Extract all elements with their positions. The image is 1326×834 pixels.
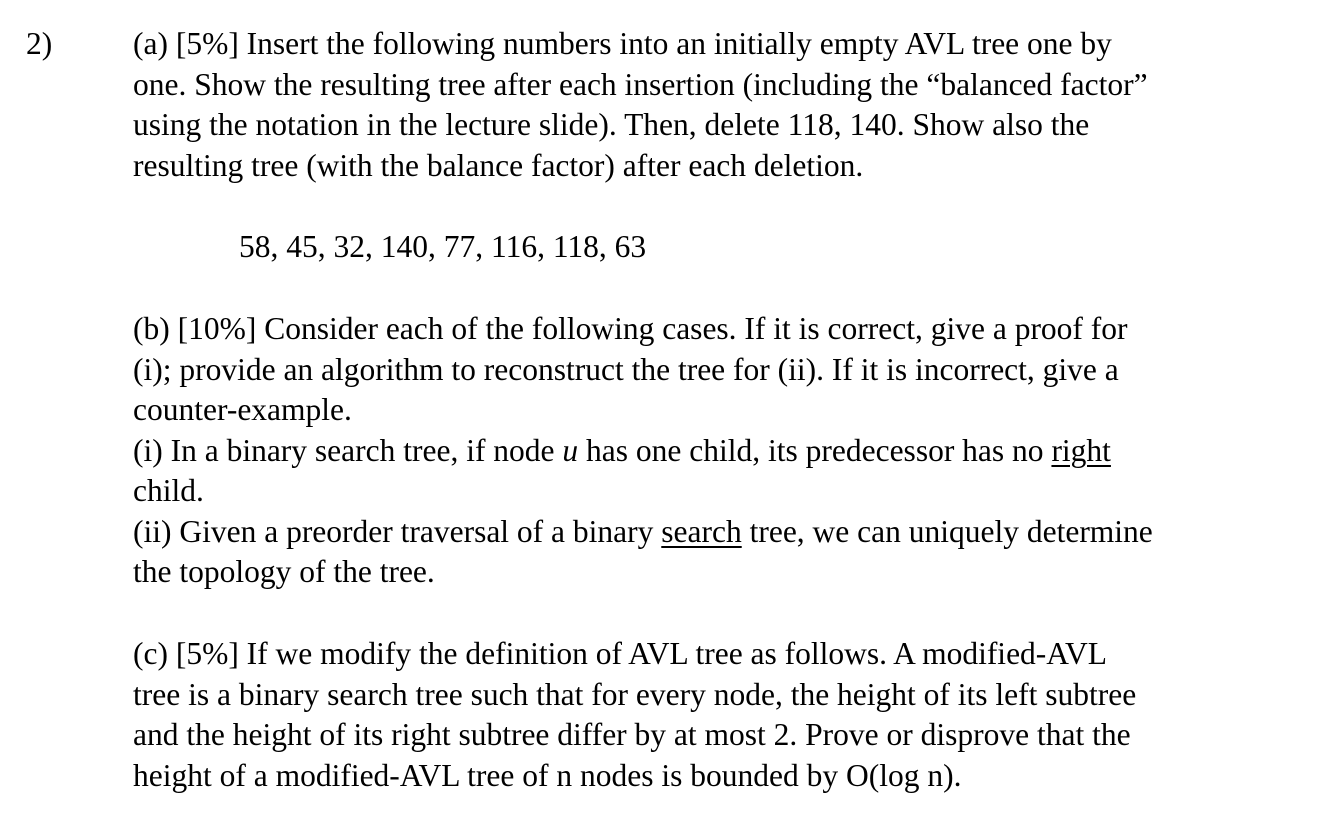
part-b	[133, 309, 1303, 593]
part-c	[133, 634, 1303, 796]
part-b-line: counter-example.	[133, 392, 352, 427]
part-a-line: (a) [5%] Insert the following numbers into an initially empty AVL tree one by	[133, 26, 1112, 61]
insertion-sequence: 58, 45, 32, 140, 77, 116, 118, 63	[239, 229, 647, 264]
part-b-line: (b) [10%] Consider each of the following cases. If it is correct, give a proof for	[133, 311, 1128, 346]
part-c-line: and the height of its right subtree differ by at most 2. Prove or disprove that the	[133, 717, 1131, 752]
case-ii	[133, 512, 1303, 553]
part-c-line: height of a modified-AVL tree of n nodes is bounded by O(log n).	[133, 757, 962, 793]
part-a-line: resulting tree (with the balance factor) after each deletion.	[133, 147, 864, 183]
case-ii-text: (ii) Given a preorder traversal of a binary	[133, 513, 662, 549]
part-a	[133, 24, 1293, 186]
part-b-line: (i); provide an algorithm to reconstruct the tree for (ii). If it is incorrect, give a	[133, 351, 1119, 387]
part-c-line: tree is a binary search tree such that for every node, the height of its left subtree	[133, 676, 1137, 712]
case-ii-text: tree, we can uniquely determine	[741, 513, 1153, 549]
case-i-continuation: child.	[133, 473, 204, 508]
case-i-underlined: right	[1051, 432, 1111, 468]
part-c-line: (c) [5%] If we modify the definition of AVL tree as follows. A modified-AVL	[133, 636, 1107, 671]
case-i-variable: u	[562, 432, 579, 468]
part-a-line: using the notation in the lecture slide). Then, delete 118, 140. Show also the	[133, 107, 1090, 142]
case-ii-underlined: search	[661, 513, 742, 549]
part-a-line: one. Show the resulting tree after each insertion (including the “balanced factor”	[133, 66, 1148, 102]
case-i	[133, 431, 1303, 472]
case-i-text: (i) In a binary search tree, if node	[133, 432, 563, 468]
case-ii-continuation: the topology of the tree.	[133, 554, 435, 589]
question-number: 2)	[26, 26, 53, 61]
case-i-text: has one child, its predecessor has no	[578, 432, 1052, 468]
